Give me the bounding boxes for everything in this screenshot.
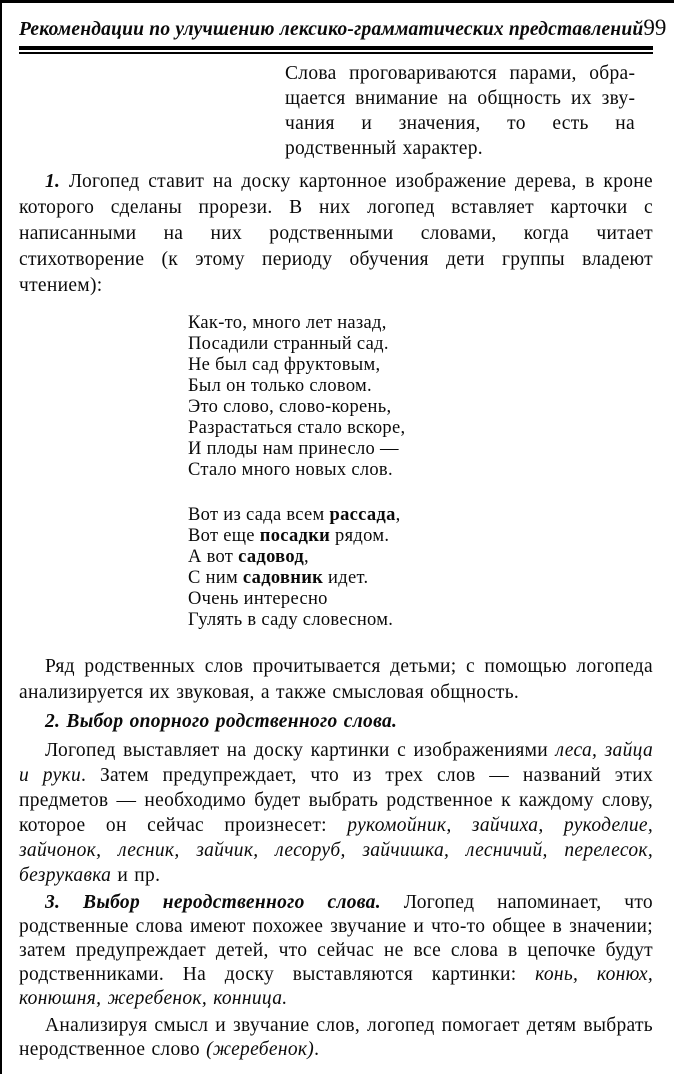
poem-line [188,589,653,610]
poem-line: Не был сад фруктовым, [188,355,381,375]
poem-line [188,526,653,547]
poem-line: Стало много новых слов. [188,460,393,480]
paragraph-3-text: Логопед напоминает, что родственные слова имеют похожее звучание и что-то общее в значении; затем предупреждает детей, что сейчас не все слова в цепочке будут родственниками. На доску выставляются картинки: [19,892,653,985]
poem-root-word: рассада [329,505,396,525]
running-head-title: Рекомендации по улучшению лексико-грамматических представлений [19,19,644,40]
poem-line-text: Вот еще [188,526,260,546]
paragraph-2-lead: Логопед выставляет на доску картинки с изображениями [45,740,556,761]
poem-stanza-2 [188,505,653,631]
poem-line-text: Очень интересно [188,589,328,609]
paragraph-2-middle: . Затем предупреждает, что из трех слов — названий этих предметов — необходимо будет выбрать родственное к каждому слову, которое он сейчас произнесет: [19,765,653,836]
running-head-rule-thick [19,46,653,50]
poem-stanza-1 [188,313,653,481]
paragraph-2 [19,738,653,888]
paragraph-1-text: Логопед ставит на доску картонное изображение дерева, в кроне которого сделаны прорези. В них логопед вставляет карточки с написанными на них родственными словами, когда читает стихотворение (к этому периоду обучения дети группы владеют чтением): [19,171,653,296]
poem-line-text: , [395,505,401,525]
poem [188,313,653,631]
poem-line: Это слово, слово-корень, [188,397,392,417]
poem-line: Как-то, много лет назад, [188,313,387,333]
paragraph-after-poem: Ряд родственных слов прочитывается детьми; с помощью логопеда анализируется их звуковая, а также смысловая общность. [19,656,653,703]
intro-paragraph: Слова проговариваются парами, обращается внимание на общность их звучания и значения, то есть на родственный характер. [285,63,635,159]
poem-line: Разрастаться стало вскоре, [188,418,406,438]
poem-root-word: садовод [238,547,304,567]
poem-line-text: Вот из сада всем [188,505,330,525]
paragraph-1 [19,169,653,299]
poem-line-text: Гулять в саду словесном. [188,610,394,630]
paragraph-3-heading: 3. Выбор неродственного слова. [45,892,381,913]
final-paragraph [19,1014,653,1062]
final-paragraph-italic-word: (жеребенок) [206,1039,315,1060]
poem-line [188,568,653,589]
poem-line-text: С ним [188,568,243,588]
paragraph-1-number: 1. [45,171,61,192]
paragraph-2-italic-list: рукомойник, зайчиха, рукоделие, зайчонок, лесник, зайчик, лесоруб, зайчишка, лесничий, перелесок, безрукавка [19,815,653,886]
final-paragraph-tail: . [314,1039,320,1060]
heading-2: 2. Выбор опорного родственного слова. [45,711,398,732]
paragraph-2-italic-words: леса, зайца и руки [19,740,653,786]
poem-root-word: посадки [259,526,331,546]
poem-line [188,610,653,631]
paragraph-3 [19,891,653,1011]
poem-line: И плоды нам принесло — [188,439,399,459]
poem-line: Был он только словом. [188,376,372,396]
running-head [19,15,667,43]
running-head-rule-thin [19,52,653,54]
poem-line-text: идет. [323,568,369,588]
paragraph-3-italic-list: конь, конюх, конюшня, жеребенок, конница. [19,964,653,1009]
poem-line [188,547,653,568]
poem-line [188,505,653,526]
poem-line-text: А вот [188,547,239,567]
poem-line-text: рядом. [330,526,390,546]
page-number: 99 [643,15,667,40]
final-paragraph-lead: Анализируя смысл и звучание слов, логопед помогает детям выбрать неродственное слово [19,1015,653,1060]
paragraph-2-tail: и пр. [111,865,161,886]
poem-root-word: садовник [242,568,324,588]
poem-line: Посадили странный сад. [188,334,389,354]
poem-line-text: , [304,547,309,567]
